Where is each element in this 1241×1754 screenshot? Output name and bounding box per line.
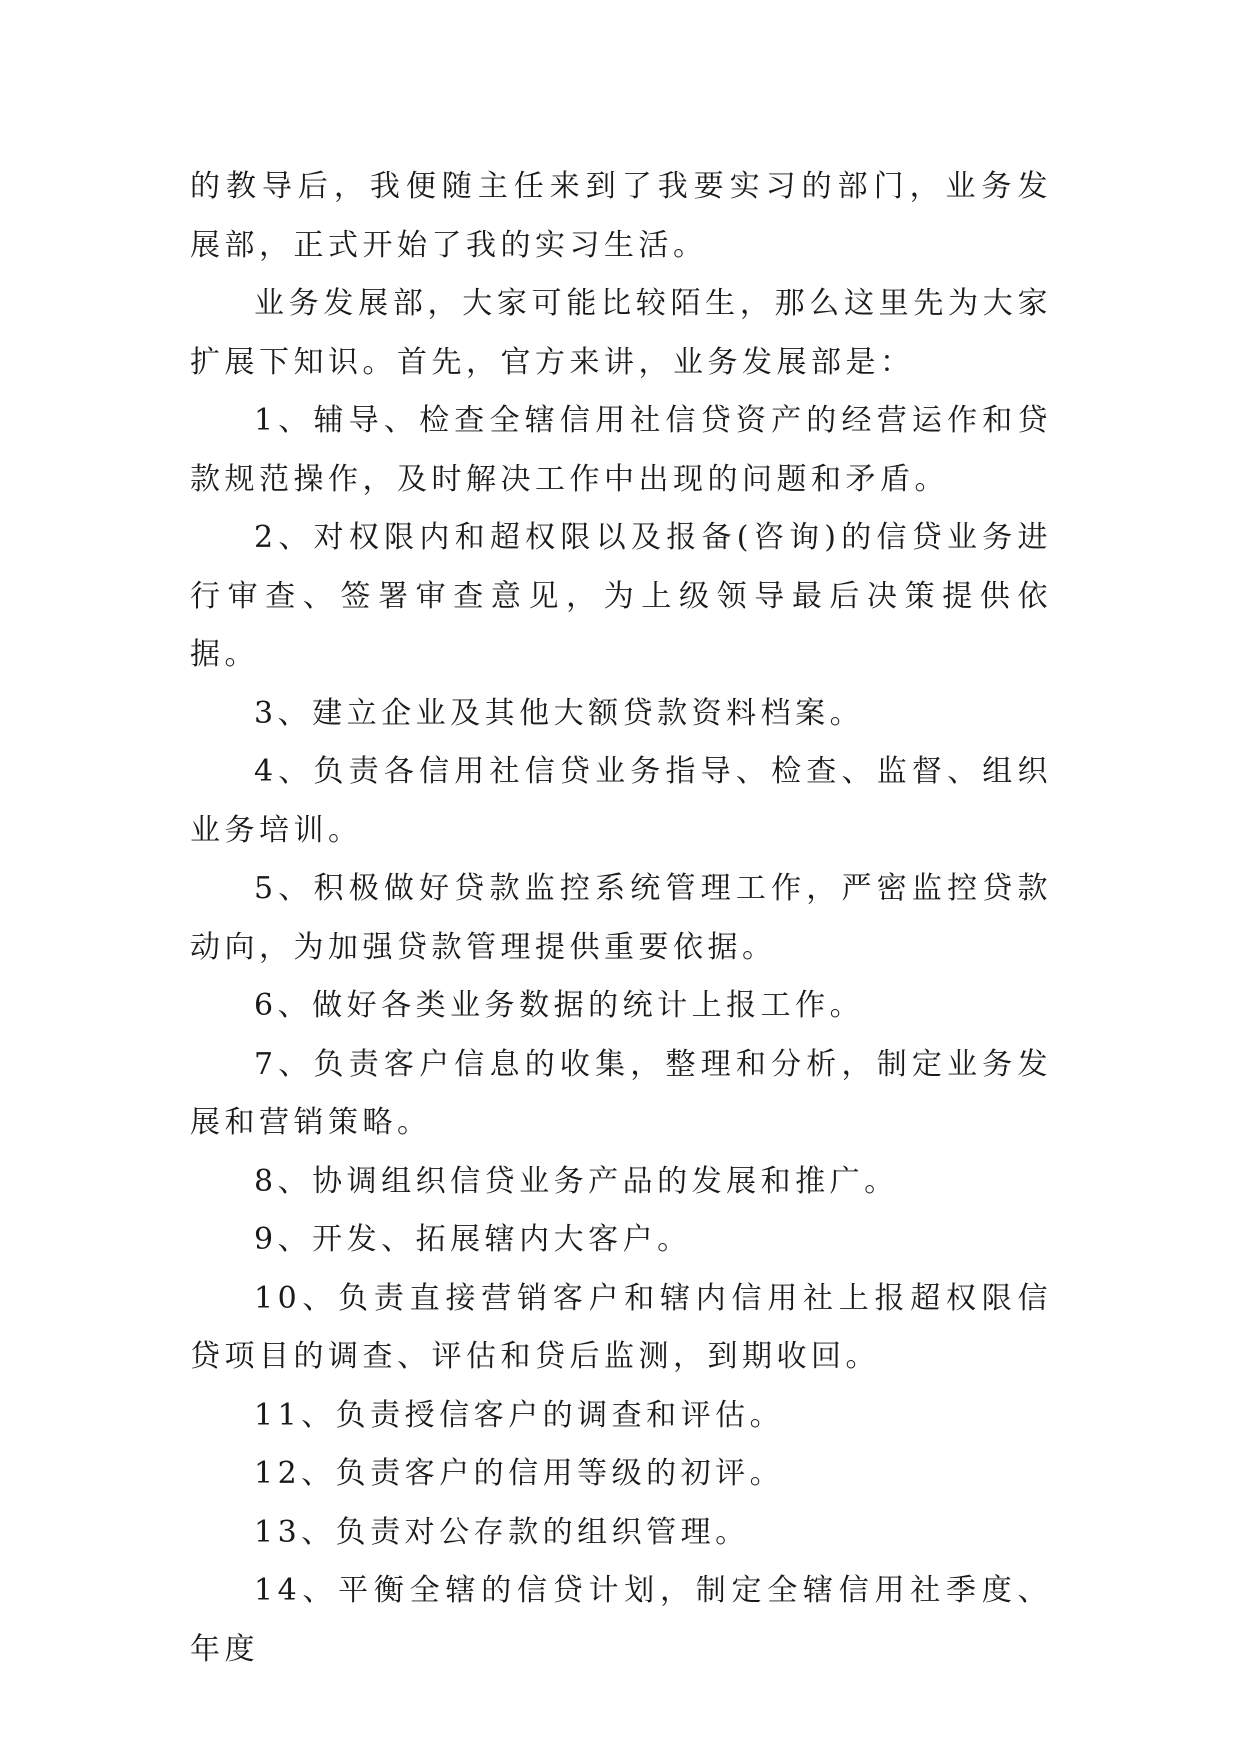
list-item-1: 1、辅导、检查全辖信用社信贷资产的经营运作和贷款规范操作，及时解决工作中出现的问题和矛盾。 (190, 403, 1052, 497)
list-item-4: 4、负责各信用社信贷业务指导、检查、监督、组织业务培训。 (190, 754, 1052, 848)
list-item-10: 10、负责直接营销客户和辖内信用社上报超权限信贷项目的调查、评估和贷后监测，到期收回。 (190, 1280, 1052, 1374)
list-item-2: 2、对权限内和超权限以及报备(咨询)的信贷业务进行审查、签署审查意见，为上级领导最后决策提供依据。 (190, 520, 1052, 672)
list-item-11: 11、负责授信客户的调查和评估。 (254, 1397, 785, 1433)
document-page (190, 158, 1052, 1679)
paragraph-intro: 业务发展部，大家可能比较陌生，那么这里先为大家扩展下知识。首先，官方来讲，业务发展部是： (190, 286, 1052, 380)
list-item-12: 12、负责客户的信用等级的初评。 (254, 1456, 785, 1491)
list-item-8: 8、协调组织信贷业务产品的发展和推广。 (254, 1163, 899, 1199)
list-item-7: 7、负责客户信息的收集，整理和分析，制定业务发展和营销策略。 (190, 1046, 1052, 1140)
list-item-9: 9、开发、拓展辖内大客户。 (254, 1222, 692, 1257)
list-item-14: 14、平衡全辖的信贷计划，制定全辖信用社季度、年度 (190, 1573, 1052, 1667)
paragraph-continuation: 的教导后，我便随主任来到了我要实习的部门，业务发展部，正式开始了我的实习生活。 (190, 169, 1052, 263)
list-item-5: 5、积极做好贷款监控系统管理工作，严密监控贷款动向，为加强贷款管理提供重要依据。 (190, 871, 1052, 965)
list-item-6: 6、做好各类业务数据的统计上报工作。 (254, 988, 865, 1023)
list-item-13: 13、负责对公存款的组织管理。 (254, 1514, 750, 1550)
list-item-3: 3、建立企业及其他大额贷款资料档案。 (254, 695, 865, 731)
